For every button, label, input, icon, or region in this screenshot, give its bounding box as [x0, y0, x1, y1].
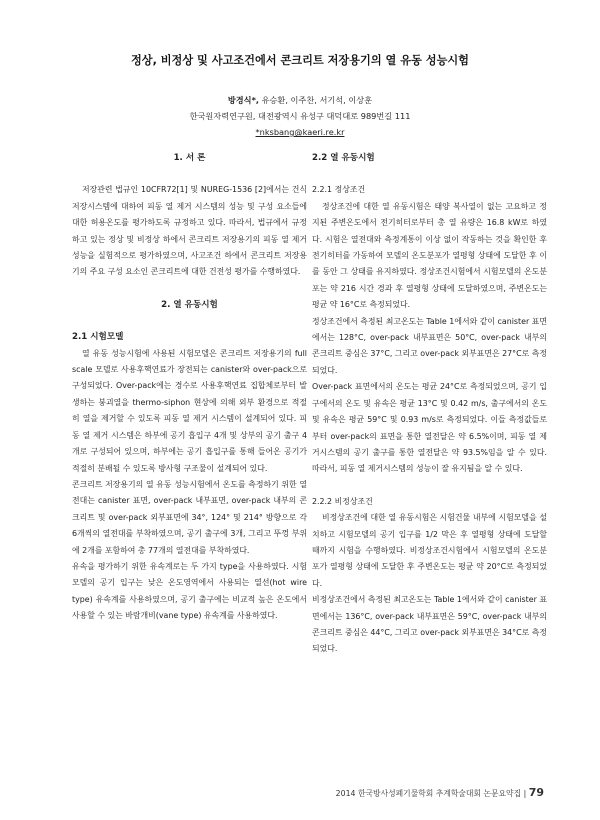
co-authors: 유승환, 이주찬, 서기석, 이상훈 [258, 95, 373, 105]
normal-paragraph-3: Over-pack 표면에서의 온도는 평균 24°C로 측정되었으며, 공기 입구에서의 온도 및 유속은 평균 13°C 및 0.42 m/s, 출구에서의 온도 및 유속은 평균 59°C 및 0.93 m/s로 측정되었다. 이들 측정값들로부터 over-pack의 표면을 통한 열전달은 약 6.5%이며, 피동 열 제거시스템의 공기 출구를 통한 열전달은 약 93.5%임을 알 수 있다. 따라서, 피동 열 제거시스템의 성능이 잘 유지됨을 알 수 있다. [312, 382, 547, 474]
author-names [0, 92, 600, 108]
page-footer [336, 786, 544, 799]
author-block [0, 92, 600, 140]
introduction-paragraph: 저장관련 법규인 10CFR72[1] 및 NUREG-1536 [2]에서는 건식 저장시스템에 대하여 피동 열 제거 시스템의 성능 및 구성 요소들에 대한 허용온도를 평가하도록 규정하고 있다. 따라서, 법규에서 규정하고 있는 정상 및 비정상 하에서 콘크리트 저장용기의 피동 열 제거 성능을 실험적으로 평가하였으며, 사고조건 하에서 콘크리트 저장용기의 주요 구성 요소인 콘크리트에 대한 건전성 평가를 수행하였다. [72, 185, 307, 277]
subsubsection-off-normal-title: 2.2.2 비정상조건 [312, 496, 373, 506]
page-number: 79 [528, 786, 544, 799]
subsection-heat-flow-test-title: 2.2 열 유동시험 [312, 153, 375, 163]
left-column [72, 150, 307, 625]
first-author: 방경식*, [227, 95, 259, 105]
normal-paragraph-2: 정상조건에서 측정된 최고온도는 Table 1에서와 같이 canister 표면에서는 128°C, over-pack 내부표면은 50°C, over-pack 내부의 콘크리트 중심은 37°C, 그리고 over-pack 외부표면은 27°C로 측정되었다. [312, 316, 547, 375]
right-column [312, 150, 547, 658]
test-model-paragraph-3: 유속을 평가하기 위한 유속계로는 두 가지 type을 사용하였다. 시험모델의 공기 입구는 낮은 온도영역에서 사용되는 열선(hot wire type) 유속계를 사용하였으며, 공기 출구에는 비교적 높은 온도에서 사용할 수 있는 바람개비(vane type) 유속계를 사용하였다. [72, 561, 307, 621]
section-heat-flow-test-title: 2. 열 유동시험 [161, 299, 218, 310]
section-introduction-title: 1. 서 론 [173, 153, 206, 163]
subsection-test-model-title: 2.1 시험모델 [72, 332, 124, 343]
author-email: *nksbang@kaeri.re.kr [255, 127, 345, 137]
test-model-paragraph-2: 콘크리트 저장용기의 열 유동 성능시험에서 온도를 측정하기 위한 열전대는 canister 표면, over-pack 내부표면, over-pack 내부의 콘크리트 및 over-pack 외부표면에 34°, 124° 및 214° 방향으로 각 6개씩의 열전대를 부착하였으며, 공기 출구에 3개, 그리고 뚜껑 부위에 2개를 포함하여 총 77개의 열전대를 부착하였다. [72, 479, 307, 555]
off-normal-paragraph-2: 비정상조건에서 측정된 최고온도는 Table 1에서와 같이 canister 표면에서는 136°C, over-pack 내부표면은 59°C, over-pack 내부의 콘크리트 중심은 44°C, 그리고 over-pack 외부표면은 34°C로 측정되었다. [312, 595, 547, 654]
normal-paragraph-1: 정상조건에 대한 열 유동시험은 태양 복사열이 없는 고요하고 정지된 주변온도에서 전기히터로부터 총 열 유량은 16.8 kW로 하였다. 시험은 열전대와 측정계통이 이상 없이 작동하는 것을 확인한 후 전기히터를 가동하여 모델의 온도분포가 열평형 상태에 도달한 후 이를 동안 그 상태를 유지하였다. 정상조건시험에서 시험모델의 온도분포는 약 216 시간 경과 후 열평형 상태에 도달하였으며, 주변온도는 평균 약 16°C로 측정되었다. [312, 201, 547, 310]
test-model-paragraph-1: 열 유동 성능시험에 사용된 시험모델은 콘크리트 저장용기의 full scale 모델로 사용후핵연료가 장전되는 canister와 over-pack으로 구성되었다. Over-pack에는 경수로 사용후핵연료 집합체로부터 발생하는 붕괴열을 thermo-siphon 현상에 의해 외부 환경으로 적절히 열을 제거할 수 있도록 피동 열 제거 시스템이 설계되어 있다. 피동 열 제거 시스템은 하부에 공기 흡입구 4개 및 상부의 공기 출구 4개로 구성되어 있으며, 하부에는 공기 흡입구를 통해 들어온 공기가 적절히 분배될 수 있도록 방사형 구조물이 설계되어 있다. [72, 348, 307, 473]
off-normal-paragraph-1: 비정상조건에 대한 열 유동시험은 시험건물 내부에 시험모델을 설치하고 시험모델의 공기 입구를 1/2 막은 후 열평형 상태에 도달할 때까지 시험을 수행하였다. 비정상조건시험에서 시험모델의 온도분포가 열평형 상태에 도달한 후 주변온도는 평균 약 20°C로 측정되었다. [312, 513, 547, 588]
footer-proceedings-text: 2014 한국방사성폐기물학회 추계학술대회 논문요약집 | [335, 789, 529, 798]
affiliation: 한국원자력연구원, 대전광역시 유성구 대덕대로 989번길 111 [189, 111, 411, 121]
paper-title: 정상, 비정상 및 사고조건에서 콘크리트 저장용기의 열 유동 성능시험 [130, 54, 469, 67]
subsubsection-normal-title: 2.2.1 정상조건 [312, 185, 366, 195]
